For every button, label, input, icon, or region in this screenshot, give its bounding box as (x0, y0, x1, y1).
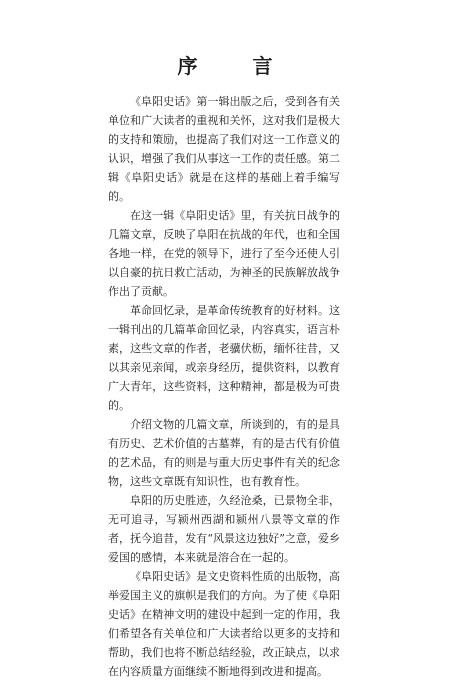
paragraph-1: 《阜阳史话》第一辑出版之后，受到各有关单位和广大读者的重视和关怀，这对我们是极大的支持和策励，也提高了我们对这一工作意义的认识，增强了我们从事这一工作的责任感。第二辑《阜阳史话》就是在这样的基础上着手编写的。 (108, 95, 340, 203)
paragraph-3: 革命回忆录，是革命传统教育的好材料。这一辑刊出的几篇革命回忆录，内容真实，语言朴素，这些文章的作者，老骥伏枥，缅怀往昔，又以其亲见亲闻，或亲身经历，提供资料，以教育广大青年，这些资料，这种精神，都是极为可贵的。 (108, 304, 340, 412)
paragraph-4: 介绍文物的几篇文章，所谈到的，有的是具有历史、艺术价值的古墓葬，有的是古代有价值的艺术品，有的则是与重大历史事件有关的纪念物，这些文章既有知识性，也有教育性。 (108, 418, 340, 488)
paragraph-5: 阜阳的历史胜迹，久经沧桑，已景物全非，无可追寻，写颍州西湖和颍州八景等文章的作者，抚今追昔，发有“风景这边独好”之意，爱乡爱国的感情，本来就是溶合在一起的。 (108, 494, 340, 564)
paragraph-2: 在这一辑《阜阳史话》里，有关抗日战争的几篇文章，反映了阜阳在抗战的年代，也和全国各地一样，在党的领导下，进行了至今还使人引以自豪的抗日救亡活动，为神圣的民族解放战争作出了贡献。 (108, 209, 340, 298)
paragraph-6: 《阜阳史话》是文史资料性质的出版物，高举爱国主义的旗帜是我们的方向。为了使《阜阳史话》在精神文明的建设中起到一定的作用，我们希望各有关单位和广大读者给以更多的支持和帮助，我们也将不断总结经验，改正缺点，以求在内容质量方面继续不断地得到改进和提高。 (108, 570, 340, 678)
page-title: 序 言 (177, 54, 297, 78)
preface-body (108, 92, 340, 681)
